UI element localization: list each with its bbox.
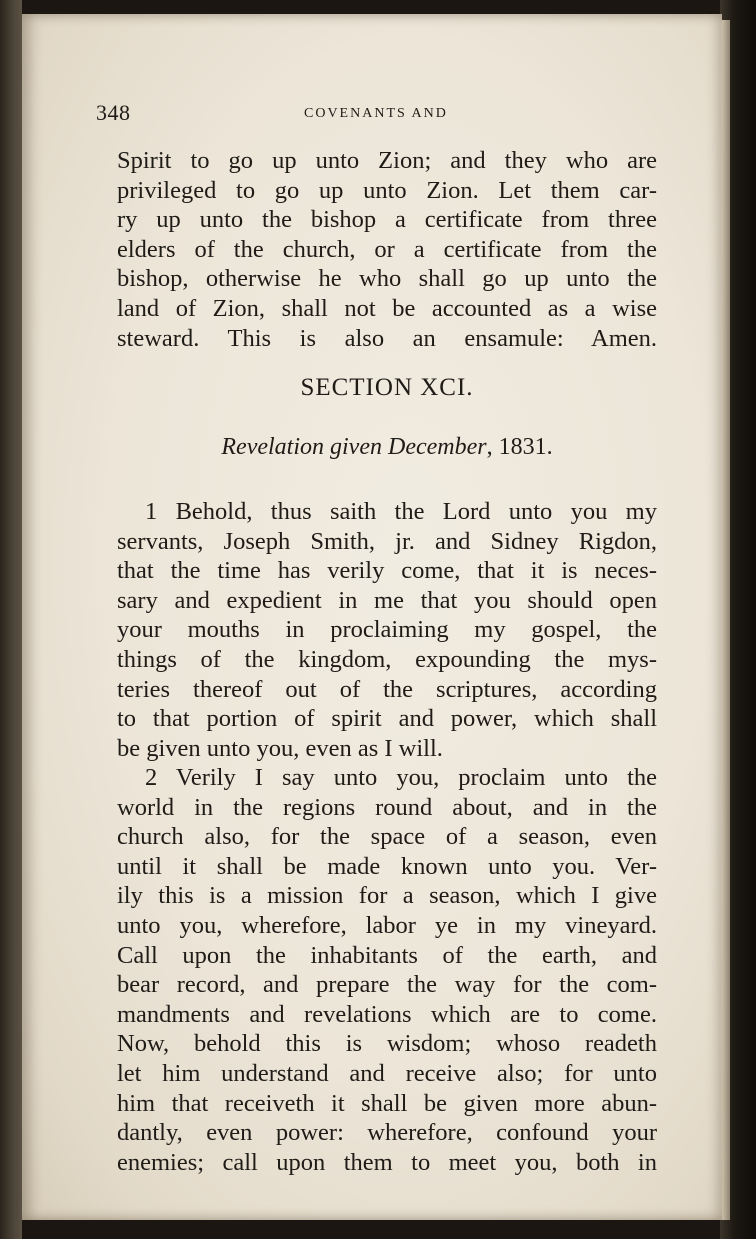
section-heading: SECTION XCI. [300,374,474,401]
book-binding-left [0,0,22,1239]
continuation-paragraph [117,146,657,353]
text-line: him that receiveth it shall be given more abun- [117,1089,657,1117]
text-line: ry up unto the bishop a certificate from three [117,206,657,234]
text-line: unto you, wherefore, labor ye in my vineyard. [117,911,657,939]
page-number: 348 [96,100,131,125]
text-line: privileged to go up unto Zion. Let them car- [117,176,657,204]
text-line: servants, Joseph Smith, jr. and Sidney Rigdon, [117,527,657,555]
text-line: sary and expedient in me that you should open [117,586,657,614]
text-line: to that portion of spirit and power, which shall [117,705,657,733]
verse-1 [117,497,657,763]
page-edge [722,20,730,1220]
text-line: world in the regions round about, and in the [117,793,657,821]
text-line: things of the kingdom, expounding the mys- [117,645,657,673]
verse-2 [117,763,657,1177]
text-line: bishop, otherwise he who shall go up unto the [117,265,657,293]
text-line: your mouths in proclaiming my gospel, the [117,616,657,644]
text-line: be given unto you, even as I will. [117,734,443,762]
text-line: 1 Behold, thus saith the Lord unto you my [145,498,657,525]
text-line: Spirit to go up unto Zion; and they who are [117,147,657,174]
text-line: Now, behold this is wisdom; whoso readeth [117,1030,657,1058]
text-line: dantly, even power: wherefore, confound your [117,1119,657,1147]
text-line: 2 Verily I say unto you, proclaim unto the [145,764,657,791]
text-line: enemies; call upon them to meet you, both in [117,1148,657,1176]
running-head: COVENANTS AND [304,106,448,121]
text-line: teries thereof out of the scriptures, according [117,675,657,703]
text-line: steward. This is also an ensamule: Amen. [117,324,657,352]
text-line: until it shall be made known unto you. Ver- [117,852,657,880]
subheading-italic: Revelation given December [221,434,487,460]
subheading-date: , 1831. [486,434,553,460]
text-line: bear record, and prepare the way for the com- [117,971,657,999]
text-line: mandments and revelations which are to come. [117,1000,657,1028]
section-subheading [117,434,657,461]
text-line: church also, for the space of a season, even [117,823,657,851]
page-header [96,96,496,136]
text-line: ily this is a mission for a season, which I give [117,882,657,910]
text-line: land of Zion, shall not be accounted as a wise [117,294,657,322]
text-line: that the time has verily come, that it is neces- [117,557,657,585]
text-line: elders of the church, or a certificate from the [117,235,657,263]
text-line: let him understand and receive also; for unto [117,1059,657,1087]
text-line: Call upon the inhabitants of the earth, and [117,941,657,969]
